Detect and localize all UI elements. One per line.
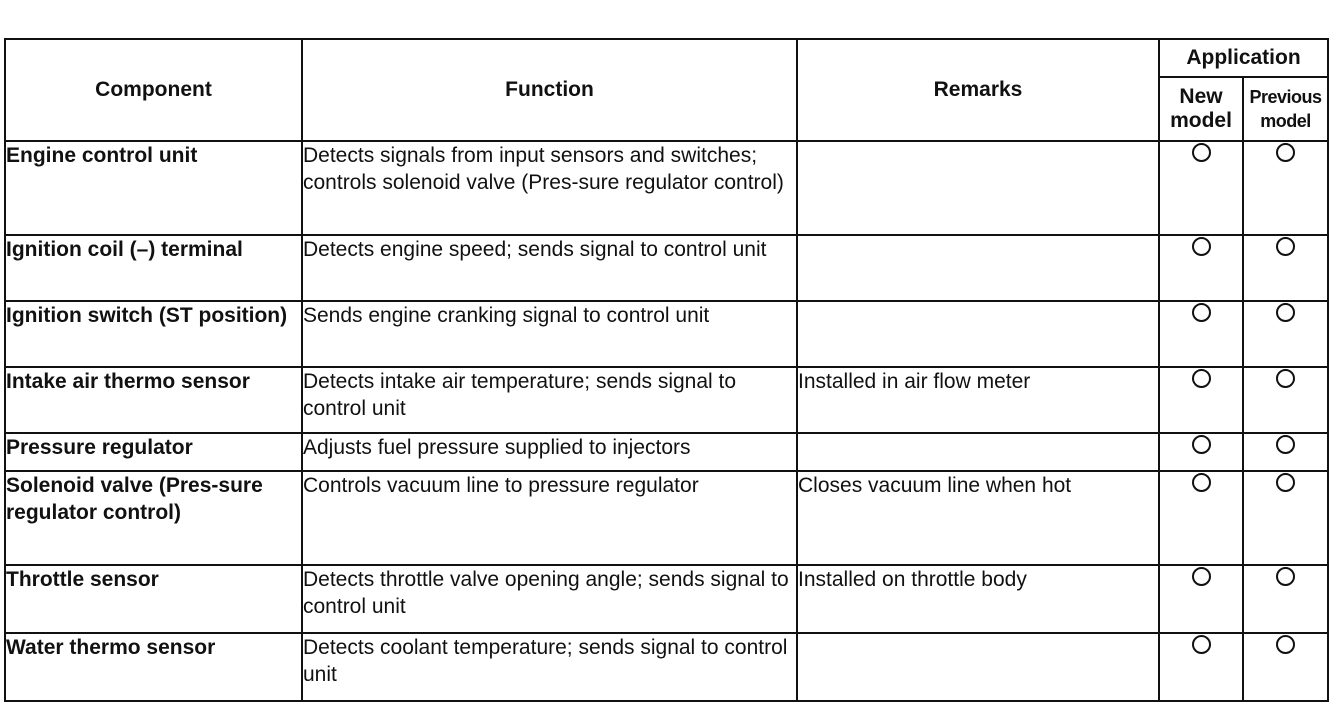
previous-model-cell (1243, 367, 1328, 433)
function-cell: Detects signals from input sensors and switches; controls solenoid valve (Pres-sure regulator control) (302, 141, 797, 235)
table-row (5, 141, 1328, 235)
table-row (5, 235, 1328, 301)
remarks-cell (797, 235, 1159, 301)
circle-icon (1192, 143, 1211, 162)
function-cell: Detects engine speed; sends signal to control unit (302, 235, 797, 301)
new-model-cell (1159, 301, 1243, 367)
previous-model-cell (1243, 633, 1328, 701)
table-row (5, 471, 1328, 565)
circle-icon (1276, 473, 1295, 492)
remarks-cell: Closes vacuum line when hot (797, 471, 1159, 565)
remarks-cell: Installed in air flow meter (797, 367, 1159, 433)
header-application: Application (1159, 39, 1328, 77)
component-cell: Throttle sensor (5, 565, 302, 633)
remarks-cell (797, 433, 1159, 471)
function-cell: Detects throttle valve opening angle; sends signal to control unit (302, 565, 797, 633)
new-model-cell (1159, 235, 1243, 301)
previous-model-cell (1243, 471, 1328, 565)
circle-icon (1192, 473, 1211, 492)
previous-model-cell (1243, 141, 1328, 235)
circle-icon (1192, 303, 1211, 322)
new-model-cell (1159, 565, 1243, 633)
circle-icon (1276, 435, 1295, 454)
component-cell: Intake air thermo sensor (5, 367, 302, 433)
circle-icon (1276, 567, 1295, 586)
function-cell: Detects intake air temperature; sends signal to control unit (302, 367, 797, 433)
circle-icon (1192, 435, 1211, 454)
function-cell: Sends engine cranking signal to control unit (302, 301, 797, 367)
circle-icon (1276, 143, 1295, 162)
component-cell: Engine control unit (5, 141, 302, 235)
function-cell: Detects coolant temperature; sends signal to control unit (302, 633, 797, 701)
circle-icon (1276, 369, 1295, 388)
component-table (4, 38, 1329, 702)
remarks-cell: Installed on throttle body (797, 565, 1159, 633)
remarks-cell (797, 301, 1159, 367)
new-model-cell (1159, 367, 1243, 433)
table-row (5, 367, 1328, 433)
circle-icon (1192, 237, 1211, 256)
table-row (5, 565, 1328, 633)
previous-model-cell (1243, 301, 1328, 367)
new-model-cell (1159, 141, 1243, 235)
circle-icon (1192, 635, 1211, 654)
table-row (5, 301, 1328, 367)
table-row (5, 433, 1328, 471)
new-model-cell (1159, 433, 1243, 471)
function-cell: Controls vacuum line to pressure regulator (302, 471, 797, 565)
header-component: Component (5, 39, 302, 141)
remarks-cell (797, 141, 1159, 235)
new-model-cell (1159, 471, 1243, 565)
circle-icon (1276, 303, 1295, 322)
table-body (5, 141, 1328, 701)
header-remarks: Remarks (797, 39, 1159, 141)
previous-model-cell (1243, 565, 1328, 633)
header-function: Function (302, 39, 797, 141)
circle-icon (1276, 237, 1295, 256)
component-cell: Water thermo sensor (5, 633, 302, 701)
circle-icon (1192, 369, 1211, 388)
component-cell: Ignition coil (–) terminal (5, 235, 302, 301)
previous-model-cell (1243, 433, 1328, 471)
component-cell: Ignition switch (ST position) (5, 301, 302, 367)
header-previous-model: Previous model (1243, 77, 1328, 141)
component-cell: Solenoid valve (Pres-sure regulator control) (5, 471, 302, 565)
table-row (5, 633, 1328, 701)
component-cell: Pressure regulator (5, 433, 302, 471)
remarks-cell (797, 633, 1159, 701)
new-model-cell (1159, 633, 1243, 701)
circle-icon (1192, 567, 1211, 586)
circle-icon (1276, 635, 1295, 654)
header-new-model: New model (1159, 77, 1243, 141)
function-cell: Adjusts fuel pressure supplied to injectors (302, 433, 797, 471)
previous-model-cell (1243, 235, 1328, 301)
